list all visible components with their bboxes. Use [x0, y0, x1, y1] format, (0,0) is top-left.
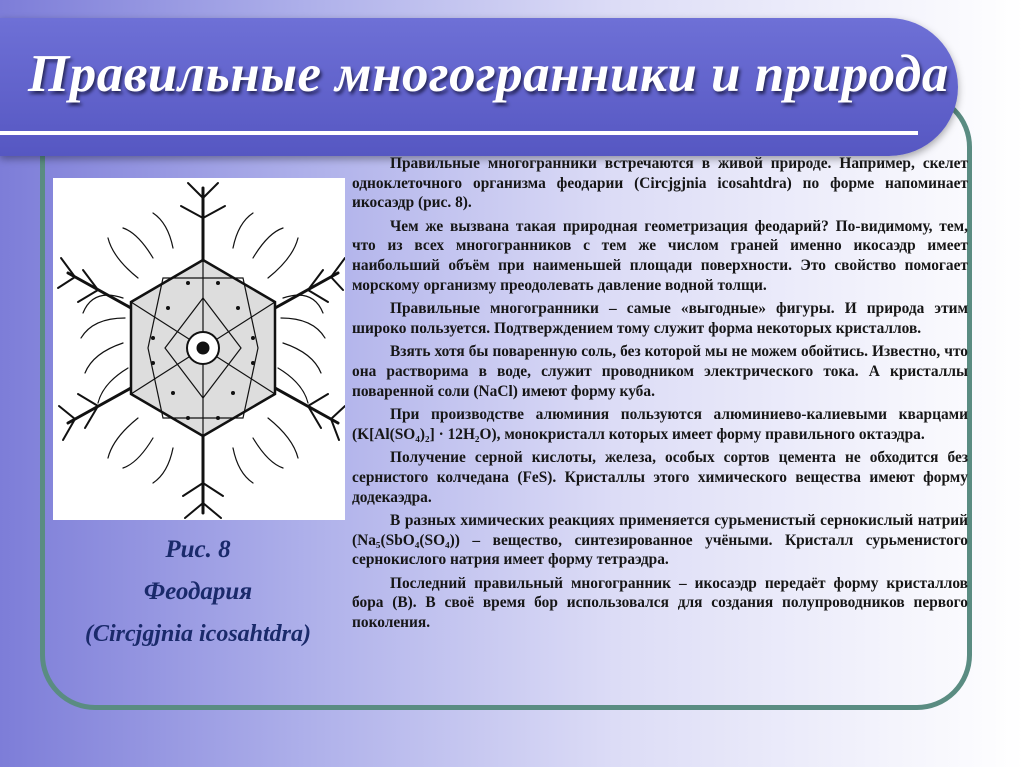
- paragraph: Чем же вызвана такая природная геометризация феодарий? По-видимому, тем, что из всех многогранников с тем же числом граней именно икосаэдр имеет наибольший объём при наименьшей площади поверхности. Это свойство помогает морскому организму преодолевать давление водной толщи.: [352, 217, 968, 294]
- paragraph: Последний правильный многогранник – икосаэдр передаёт форму кристаллов бора (B). В своё время бор использовался для создания полупроводников первого поколения.: [352, 574, 968, 632]
- feodaria-drawing: [53, 178, 345, 520]
- paragraph: При производстве алюминия пользуются алюминиево-калиевыми кварцами (K[Al(SO₄)₂] · 12H₂O), монокристалл которых имеет форму правильного октаэдра.: [352, 406, 968, 443]
- feodaria-illustration: [53, 178, 345, 520]
- paragraph: В разных химических реакциях применяется сурьменистый сернокислый натрий (Na₅(SbO₄(SO₄)) – вещество, синтезированное учёными. Кристалл сурьменистого сернокислого натрия имеет форму тетраэдра.: [352, 512, 968, 569]
- paragraph: Правильные многогранники встречаются в живой природе. Например, скелет одноклеточного организма феодарии (Circjgjnia icosahtdra) по форме напоминает икосаэдр (рис. 8).: [352, 155, 968, 212]
- figure-number: Рис. 8: [165, 536, 231, 563]
- paragraph: Взять хотя бы поваренную соль, без которой мы не можем обойтись. Известно, что она растворима в воде, служит проводником электрического тока. А кристаллы поваренной соли (NaCl) имеют форму куба.: [352, 343, 968, 400]
- slide-title: Правильные многогранники и природа: [28, 45, 949, 103]
- figure-latin-name: (Circjgjnia icosahtdra): [84, 621, 312, 647]
- figure-caption: [52, 530, 344, 654]
- paragraph: Правильные многогранники – самые «выгодные» фигуры. И природа этим широко пользуется. Подтверждением тому служит форма некоторых кристаллов.: [352, 300, 968, 337]
- paragraph: Получение серной кислоты, железа, особых сортов цемента не обходится без сернистого колчедана (FeS). Кристаллы этого химического вещества имеют форму додекаэдра.: [352, 449, 968, 506]
- body-text: [352, 154, 968, 637]
- title-underline: [0, 131, 918, 135]
- figure-name: Феодария: [143, 578, 253, 605]
